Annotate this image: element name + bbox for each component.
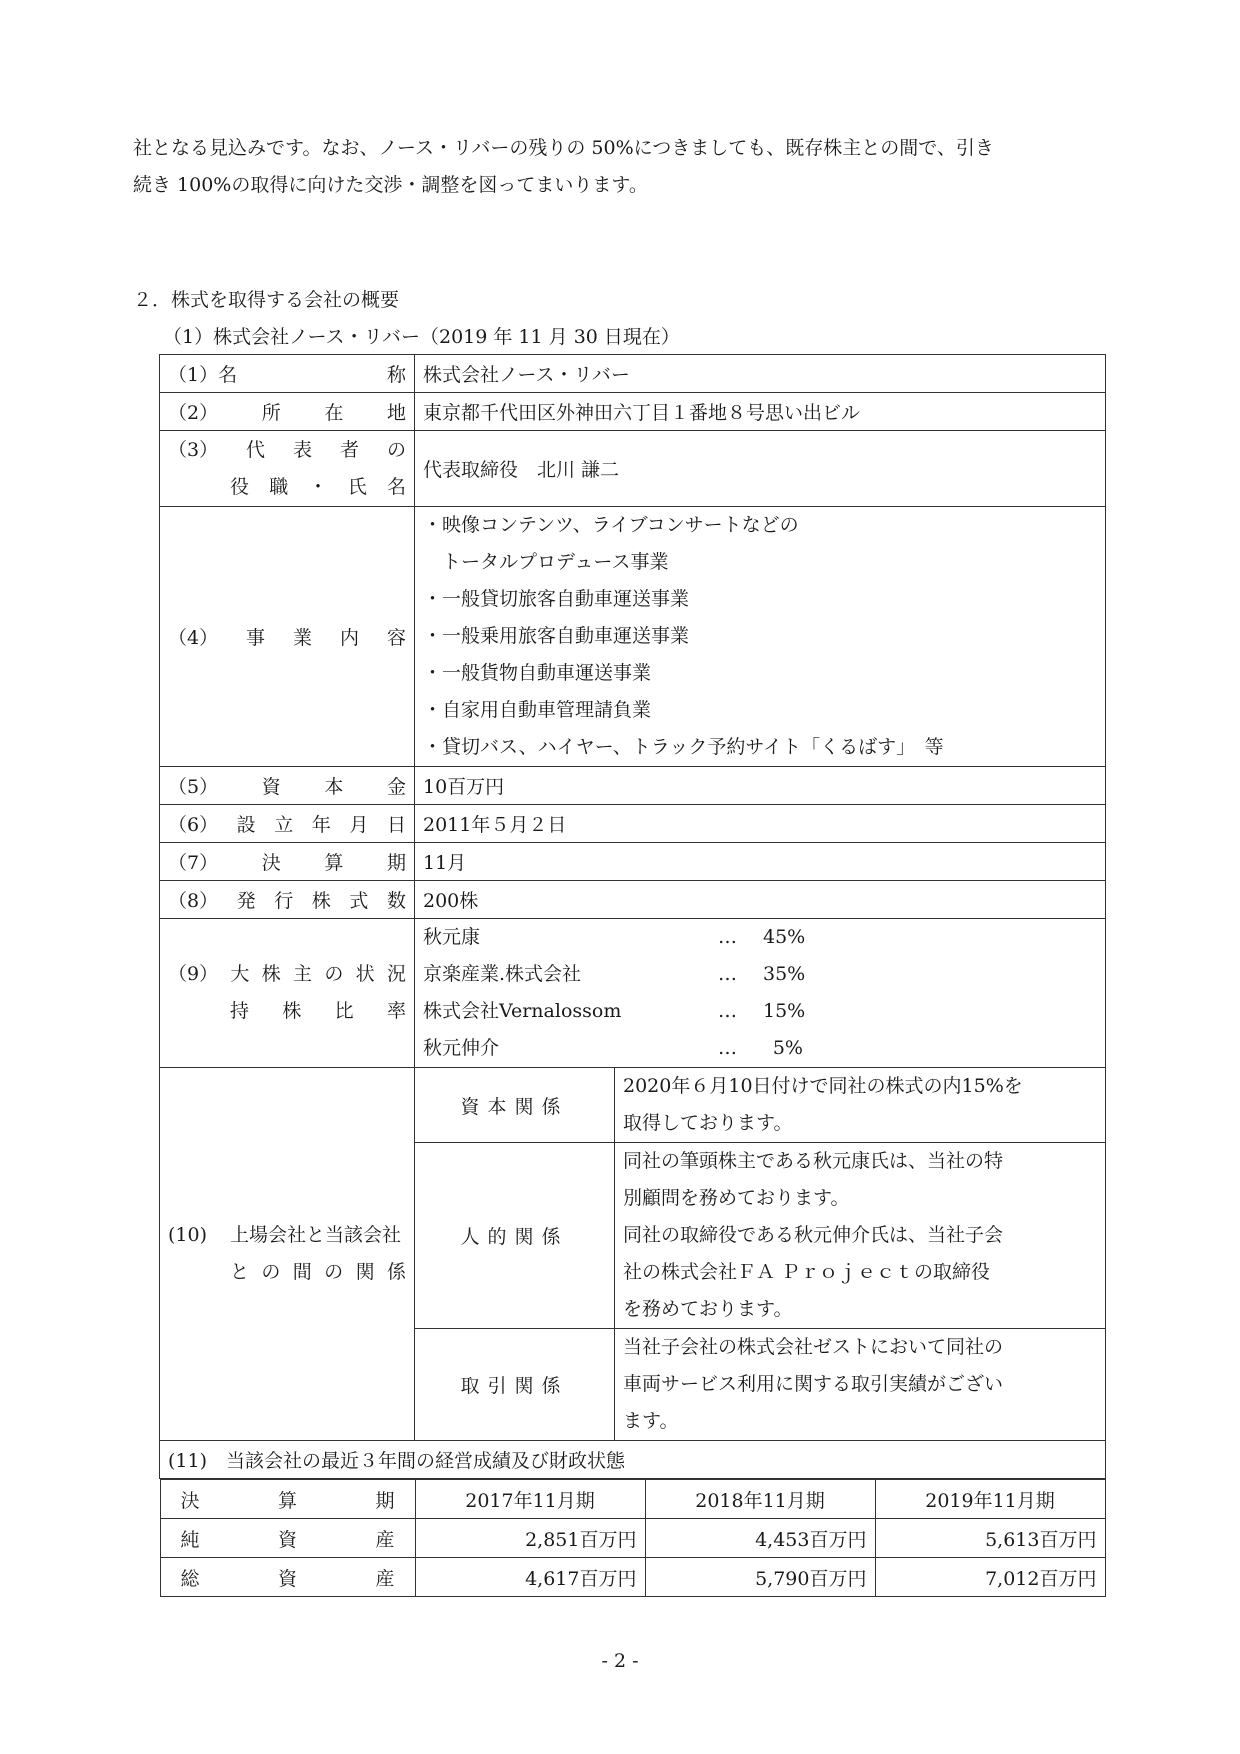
row-label — [160, 507, 415, 767]
label-char: 日 — [386, 814, 406, 836]
row-value: 10百万円 — [415, 767, 1106, 805]
row-financial-title — [160, 1441, 1106, 1479]
label-char: 者 — [339, 438, 359, 461]
label-char: 関 — [355, 1261, 375, 1283]
label-char: 状 — [355, 963, 375, 985]
row-value: 東京都千代田区外神田六丁目１番地８号思い出ビル — [415, 393, 1106, 431]
relation-line: を務めております。 — [623, 1298, 793, 1320]
shareholder-name: 株式会社Vernalossom — [423, 1000, 622, 1022]
row-shareholders — [160, 919, 1106, 1068]
label-char: 大 — [230, 963, 250, 985]
label-char: 株 — [261, 963, 281, 985]
business-item: ・一般貨物自動車運送事業 — [423, 662, 652, 684]
relation-line: 同社の筆頭株主である秋元康氏は、当社の特 — [623, 1150, 1004, 1172]
label-char: 総 — [180, 1567, 200, 1590]
row-business — [160, 507, 1106, 767]
label-char: 表 — [293, 438, 313, 461]
shareholder-name: 京楽産業.株式会社 — [423, 963, 582, 985]
row-value: 200株 — [415, 881, 1106, 919]
financial-value: 7,012百万円 — [875, 1558, 1105, 1597]
relation-sublabel: 人的関係 — [415, 1143, 615, 1329]
label-char: 月 — [349, 814, 369, 836]
financial-row-total-assets — [160, 1558, 1105, 1597]
row-number: （7） — [168, 852, 219, 874]
row-label — [160, 805, 415, 843]
row-value: 11月 — [415, 843, 1106, 881]
label-char: 比 — [334, 1000, 354, 1022]
label-char: 内 — [339, 627, 359, 649]
row-number: （5） — [168, 776, 219, 798]
label-char: 株 — [311, 890, 331, 912]
label-char: 況 — [386, 963, 406, 985]
year-header: 2019年11月期 — [875, 1480, 1105, 1519]
label-char: 発 — [236, 890, 256, 912]
label-char: 代 — [246, 438, 266, 461]
label-char: の — [261, 1261, 281, 1283]
financial-container — [160, 1479, 1106, 1598]
financial-value: 5,790百万円 — [645, 1558, 875, 1597]
label-char: 資 — [261, 776, 281, 798]
row-label — [160, 1558, 415, 1597]
label-char: 金 — [386, 776, 406, 798]
label-char: 算 — [277, 1489, 297, 1512]
row-number: （9） — [168, 963, 219, 985]
financial-value: 4,617百万円 — [415, 1558, 645, 1597]
relation-value — [615, 1329, 1106, 1441]
intro-line: 社となる見込みです。なお、ノース・リバーの残りの 50%につきましても、既存株主との間で、引き — [133, 137, 994, 159]
label-char: 称 — [386, 364, 406, 386]
row-number: （8） — [168, 890, 219, 912]
relation-value — [615, 1143, 1106, 1329]
relation-line: 車両サービス利用に関する取引実績がござい — [623, 1373, 1004, 1395]
shareholder-percent: 5% — [772, 1037, 803, 1059]
label-char: 業 — [293, 627, 313, 649]
label-char: 持 — [230, 1000, 250, 1022]
label-char: 株 — [282, 1000, 302, 1022]
label-char: 立 — [274, 814, 294, 836]
label-char: 本 — [324, 776, 344, 798]
row-representative — [160, 431, 1106, 507]
row-fiscal — [160, 843, 1106, 881]
label-char: 式 — [349, 890, 369, 912]
label-char: 主 — [293, 963, 313, 985]
leader-dots: … — [718, 963, 737, 985]
row-number: （2） — [168, 402, 219, 424]
business-item: ・貸切バス、ハイヤー、トラック予約サイト「くるばす」 等 — [423, 736, 944, 758]
intro-paragraph — [133, 130, 1113, 204]
year-header: 2017年11月期 — [415, 1480, 645, 1519]
row-label — [160, 431, 415, 507]
row-label — [160, 1519, 415, 1558]
row-label — [160, 393, 415, 431]
relation-line: 同社の取締役である秋元伸介氏は、当社子会 — [623, 1224, 1004, 1246]
label-char: と — [230, 1261, 250, 1283]
financial-row-net-assets — [160, 1519, 1105, 1558]
intro-line: 続き 100%の取得に向けた交渉・調整を図ってまいります。 — [133, 174, 648, 196]
relation-line: 社の株式会社ＦＡ Ｐｒｏｊｅｃｔの取締役 — [623, 1261, 991, 1283]
row-label — [160, 919, 415, 1068]
label-char: 数 — [386, 890, 406, 912]
relation-line: 別顧問を務めております。 — [623, 1187, 850, 1209]
label-char: 職 — [269, 475, 289, 498]
business-item: ・一般乗用旅客自動車運送事業 — [423, 625, 690, 647]
relation-line: ます。 — [623, 1410, 679, 1432]
business-item: ・自家用自動車管理請負業 — [423, 699, 652, 721]
company-overview-table — [159, 354, 1106, 1597]
row-shares — [160, 881, 1106, 919]
shareholder-percent: 35% — [763, 963, 806, 985]
shareholder-name: 秋元伸介 — [423, 1037, 500, 1059]
shareholder-list — [415, 919, 1106, 1068]
label-char: 産 — [375, 1567, 395, 1590]
label-char: 期 — [386, 852, 406, 874]
row-number: （1） — [168, 364, 219, 386]
relation-line: 当社子会社の株式会社ゼストにおいて同社の — [623, 1336, 1004, 1358]
label-char: の — [324, 963, 344, 985]
financial-value: 2,851百万円 — [415, 1519, 645, 1558]
label-char: 設 — [236, 814, 256, 836]
row-number: （3） — [168, 438, 219, 461]
row-founded — [160, 805, 1106, 843]
business-item: ・映像コンテンツ、ライブコンサートなどの — [423, 514, 799, 536]
relation-sublabel: 資本関係 — [415, 1068, 615, 1143]
row-label — [160, 767, 415, 805]
relation-value — [615, 1068, 1106, 1143]
label-char: 資 — [277, 1567, 297, 1590]
label-char: 地 — [386, 402, 406, 424]
label-char: 間 — [292, 1261, 312, 1283]
row-label — [160, 1068, 415, 1441]
label-char: 行 — [274, 890, 294, 912]
label-char: 算 — [324, 852, 344, 874]
row-address — [160, 393, 1106, 431]
sub-title: （1）株式会社ノース・リバー（2019 年 11 月 30 日現在） — [163, 326, 680, 348]
label-char: 在 — [324, 402, 344, 424]
row-label — [160, 843, 415, 881]
label-char: 役 — [230, 475, 250, 498]
label-char: 氏 — [347, 475, 367, 498]
business-item: ・一般貸切旅客自動車運送事業 — [423, 588, 690, 610]
shareholder-item — [423, 956, 1097, 993]
financial-title: (11) 当該会社の最近３年間の経営成績及び財政状態 — [160, 1441, 1106, 1479]
label-char: 率 — [386, 1000, 406, 1022]
row-capital — [160, 767, 1106, 805]
label-char: 容 — [386, 627, 406, 649]
relation-line: 2020年６月10日付けで同社の株式の内15%を — [623, 1075, 1023, 1097]
leader-dots: … — [718, 1037, 737, 1059]
label-char: 期 — [375, 1489, 395, 1512]
shareholder-item — [423, 1030, 1097, 1067]
row-number: (10) — [168, 1224, 208, 1246]
row-financial-table — [160, 1479, 1106, 1598]
label-char: の — [324, 1261, 344, 1283]
label-char: 産 — [375, 1528, 395, 1551]
label-char: 名 — [218, 364, 238, 386]
shareholder-percent: 15% — [763, 1000, 806, 1022]
label-char: ・ — [308, 475, 328, 498]
shareholder-percent: 45% — [763, 926, 806, 948]
row-value: 2011年５月２日 — [415, 805, 1106, 843]
row-number: （6） — [168, 814, 219, 836]
shareholder-item — [423, 993, 1097, 1030]
row-relation-capital — [160, 1068, 1106, 1143]
financial-table — [160, 1479, 1106, 1597]
label-char: 係 — [386, 1261, 406, 1283]
financial-header-row — [160, 1480, 1105, 1519]
row-label — [160, 1480, 415, 1519]
row-name — [160, 355, 1106, 393]
label-char: 名 — [386, 475, 406, 498]
label-char: 決 — [261, 852, 281, 874]
label-char: 所 — [261, 402, 281, 424]
label-char: 年 — [311, 814, 331, 836]
label-char: の — [386, 438, 406, 461]
label-text: 上場会社と当該会社 — [230, 1224, 402, 1246]
row-label — [160, 881, 415, 919]
row-label — [160, 355, 415, 393]
leader-dots: … — [718, 1000, 737, 1022]
shareholder-name: 秋元康 — [423, 926, 481, 948]
label-char: 決 — [180, 1489, 200, 1512]
financial-value: 4,453百万円 — [645, 1519, 875, 1558]
relation-line: 取得しております。 — [623, 1112, 793, 1134]
financial-value: 5,613百万円 — [875, 1519, 1105, 1558]
business-item: トータルプロデュース事業 — [423, 551, 669, 573]
page-number: - 2 - — [601, 1650, 639, 1672]
row-value: 株式会社ノース・リバー — [415, 355, 1106, 393]
year-header: 2018年11月期 — [645, 1480, 875, 1519]
leader-dots: … — [718, 926, 737, 948]
row-value: 代表取締役 北川 謙二 — [415, 431, 1106, 507]
label-char: 純 — [180, 1528, 200, 1551]
label-char: 事 — [246, 627, 266, 649]
shareholder-item — [423, 919, 1097, 956]
relation-sublabel: 取引関係 — [415, 1329, 615, 1441]
section-title: ２．株式を取得する会社の概要 — [133, 289, 400, 311]
row-number: （4） — [168, 627, 219, 649]
business-list — [415, 507, 1106, 767]
label-char: 資 — [277, 1528, 297, 1551]
